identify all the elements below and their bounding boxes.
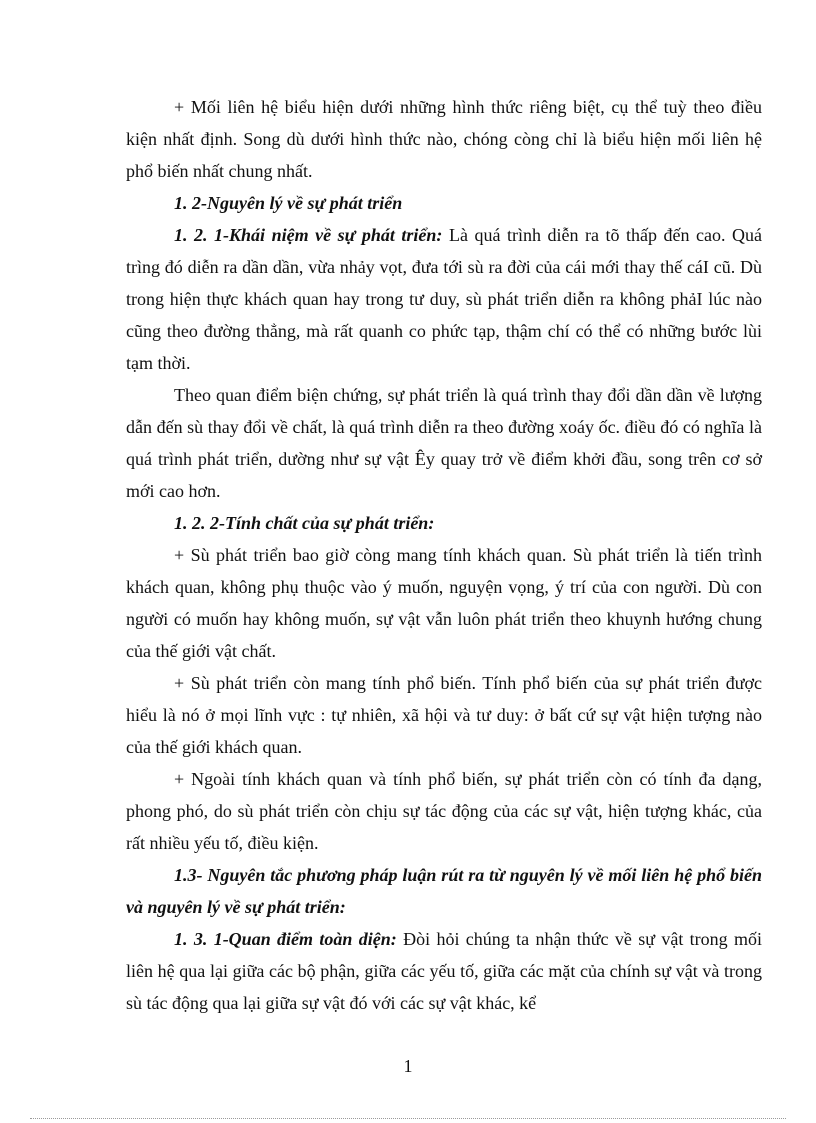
paragraph-theo-quan-diem: Theo quan điểm biện chứng, sự phát triển là quá trình thay đổi dần dần về lượng dẫn đến sù thay đổi về chất, là quá trình diễn ra theo đường xoáy ốc. điều đó có nghĩa là quá trình phát triển, dường như sự vật Êy quay trở về điểm khởi đầu, song trên cơ sở mới cao hơn. xyxy=(126,385,762,501)
paragraph-tinh-pho-bien: + Sù phát triển còn mang tính phổ biến. Tính phổ biến của sự phát triển được hiểu là nó ở mọi lĩnh vực : tự nhiên, xã hội và tư duy: ở bất cứ sự vật hiện tượng nào của thế giới khách quan. xyxy=(126,673,762,757)
heading-1-3-1-label: 1. 3. 1-Quan điểm toàn diện: xyxy=(174,929,397,949)
paragraph-tinh-khach-quan: + Sù phát triển bao giờ còng mang tính khách quan. Sù phát triển là tiến trình khách quan, không phụ thuộc vào ý muốn, nguyện vọng, ý trí của con người. Dù con người có muốn hay không muốn, sự vật vẫn luôn phát triển theo khuynh hướng chung của thế giới vật chất. xyxy=(126,545,762,661)
paragraph-tinh-da-dang: + Ngoài tính khách quan và tính phổ biến, sự phát triển còn có tính đa dạng, phong phó, do sù phát triển còn chịu sự tác động của các sự vật, hiện tượng khác, của rất nhiều yếu tố, điều kiện. xyxy=(126,769,762,853)
heading-1-2-2: 1. 2. 2-Tính chất của sự phát triển: xyxy=(174,513,435,533)
paragraph-1-3-1-text: Đòi hỏi chúng ta nhận thức về sự vật trong mối liên hệ qua lại giữa các bộ phận, giữa các yếu tố, giữa các mặt của chính sự vật và trong sù tác động qua lại giữa sự vật đó với các sự vật khác, kể xyxy=(126,929,763,1013)
document-body xyxy=(126,91,762,1019)
paragraph-1-2-1-text: Là quá trình diễn ra tõ thấp đến cao. Quá trìng đó diễn ra dần dần, vừa nhảy vọt, đưa tới sù ra đời của cái mới thay thế cáI cũ. Dù trong hiện thực khách quan hay trong tư duy, sù phát triển diễn ra không phảI lúc nào cũng theo đường thẳng, mà rất quanh co phức tạp, thậm chí có thể có những bước lùi tạm thời. xyxy=(126,225,763,373)
page-bottom-divider xyxy=(30,1118,786,1119)
paragraph-1-2-1 xyxy=(126,219,762,379)
paragraph-moi-lien-he: + Mối liên hệ biểu hiện dưới những hình thức riêng biệt, cụ thể tuỳ theo điều kiện nhất định. Song dù dưới hình thức nào, chóng còng chỉ là biểu hiện mối liên hệ phổ biến nhất chung nhất. xyxy=(126,97,762,181)
heading-1-2: 1. 2-Nguyên lý về sự phát triển xyxy=(174,193,403,213)
paragraph-1-3-1 xyxy=(126,923,762,1019)
page-number: 1 xyxy=(403,1056,413,1076)
heading-1-3: 1.3- Nguyên tắc phương pháp luận rút ra từ nguyên lý về mối liên hệ phổ biến và nguyên lý về sự phát triển: xyxy=(126,865,762,917)
heading-1-2-1-label: 1. 2. 1-Khái niệm về sự phát triển: xyxy=(174,225,443,245)
